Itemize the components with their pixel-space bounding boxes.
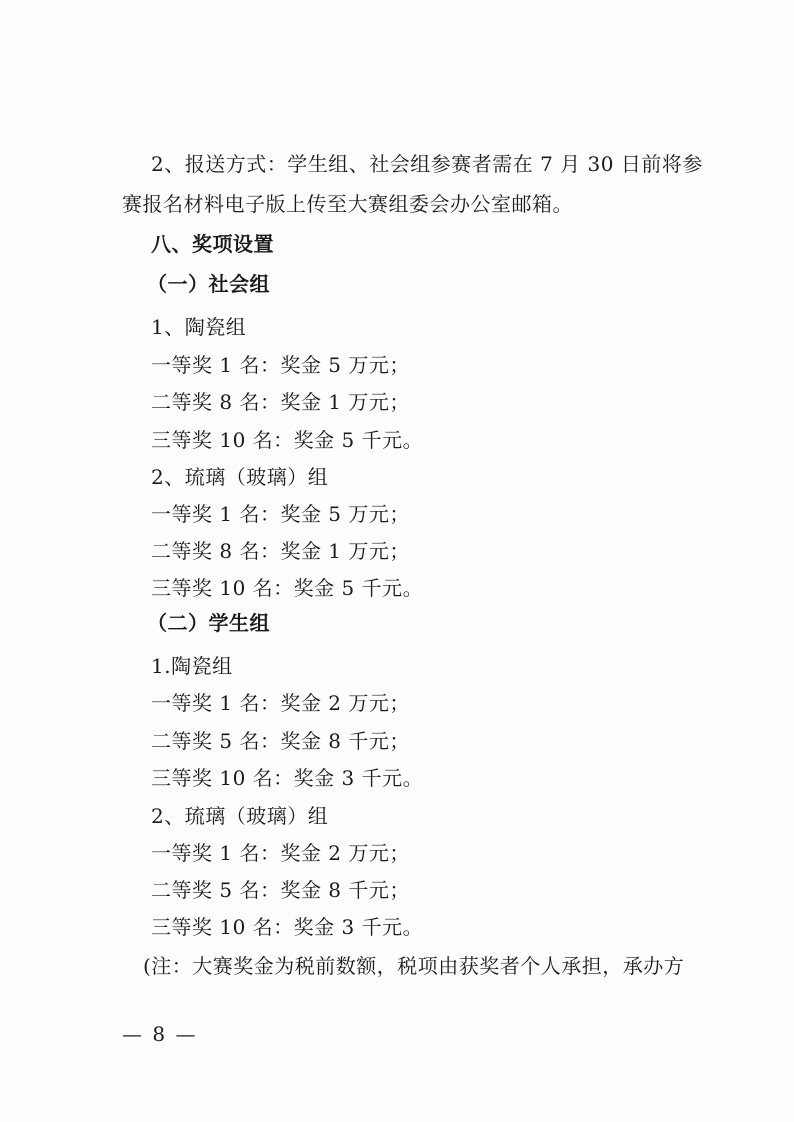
social-ceramics-title: 1、陶瓷组 <box>151 315 247 339</box>
student-ceramics-second-prize: 二等奖 5 名：奖金 8 千元； <box>151 729 410 753</box>
social-glass-second-prize: 二等奖 8 名：奖金 1 万元； <box>151 539 410 563</box>
student-ceramics-first-prize: 一等奖 1 名：奖金 2 万元； <box>151 691 410 715</box>
note-line: (注：大赛奖金为税前数额，税项由获奖者个人承担，承办方 <box>143 954 685 978</box>
social-glass-third-prize: 三等奖 10 名：奖金 5 千元。 <box>151 576 424 600</box>
social-glass-title: 2、琉璃（玻璃）组 <box>151 465 329 489</box>
student-ceramics-third-prize: 三等奖 10 名：奖金 3 千元。 <box>151 766 424 790</box>
student-glass-first-prize: 一等奖 1 名：奖金 2 万元； <box>151 841 410 865</box>
social-glass-first-prize: 一等奖 1 名：奖金 5 万元； <box>151 502 410 526</box>
social-ceramics-third-prize: 三等奖 10 名：奖金 5 千元。 <box>151 428 424 452</box>
student-ceramics-title: 1.陶瓷组 <box>151 654 233 678</box>
subheading-social-group: （一）社会组 <box>147 272 270 296</box>
student-glass-second-prize: 二等奖 5 名：奖金 8 千元； <box>151 878 410 902</box>
social-ceramics-second-prize: 二等奖 8 名：奖金 1 万元； <box>151 390 410 414</box>
submission-method-line-2: 赛报名材料电子版上传至大赛组委会办公室邮箱。 <box>122 192 573 216</box>
social-ceramics-first-prize: 一等奖 1 名：奖金 5 万元； <box>151 353 410 377</box>
submission-method-line-1: 2、报送方式：学生组、社会组参赛者需在 7 月 30 日前将参 <box>151 152 703 176</box>
student-glass-title: 2、琉璃（玻璃）组 <box>151 804 329 828</box>
section-heading-awards: 八、奖项设置 <box>151 232 274 256</box>
page-number: — 8 — <box>122 1022 198 1046</box>
subheading-student-group: （二）学生组 <box>147 611 270 635</box>
student-glass-third-prize: 三等奖 10 名：奖金 3 千元。 <box>151 915 424 939</box>
